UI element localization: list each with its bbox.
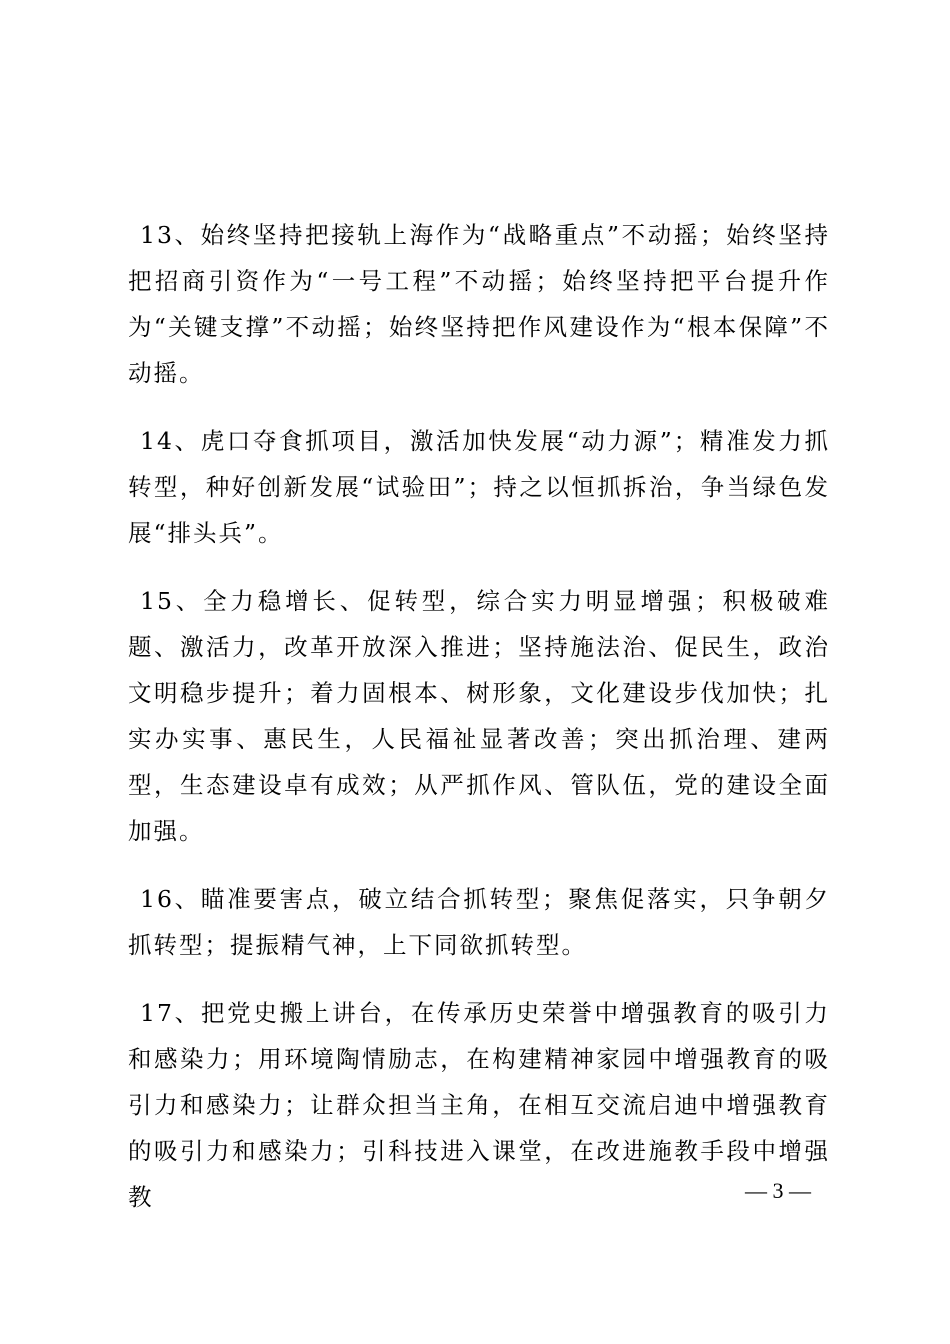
- paragraph-13: 13、始终坚持把接轨上海作为“战略重点”不动摇；始终坚持把招商引资作为“一号工程”不动摇；始终坚持把平台提升作为“关键支撑”不动摇；始终坚持把作风建设作为“根本保障”不动摇。: [128, 221, 830, 387]
- paragraph-16: 16、瞄准要害点，破立结合抓转型；聚焦促落实，只争朝夕抓转型；提振精气神，上下同欲抓转型。: [128, 885, 830, 959]
- paragraph-14: 14、虎口夺食抓项目，激活加快发展“动力源”；精准发力抓转型，种好创新发展“试验田”；持之以恒抓拆治，争当绿色发展“排头兵”。: [128, 427, 830, 547]
- paragraph-15: 15、全力稳增长、促转型，综合实力明显增强；积极破难题、激活力，改革开放深入推进；坚持施法治、促民生，政治文明稳步提升；着力固根本、树形象，文化建设步伐加快；扎实办实事、惠民生，人民福祉显著改善；突出抓治理、建两型，生态建设卓有成效；从严抓作风、管队伍，党的建设全面加强。: [128, 587, 830, 845]
- document-body: [128, 212, 830, 1242]
- page-number: — 3 —: [745, 1178, 811, 1203]
- paragraph-17: 17、把党史搬上讲台，在传承历史荣誉中增强教育的吸引力和感染力；用环境陶情励志，在构建精神家园中增强教育的吸引力和感染力；让群众担当主角，在相互交流启迪中增强教育的吸引力和感染力；引科技进入课堂，在改进施教手段中增强教: [128, 999, 830, 1211]
